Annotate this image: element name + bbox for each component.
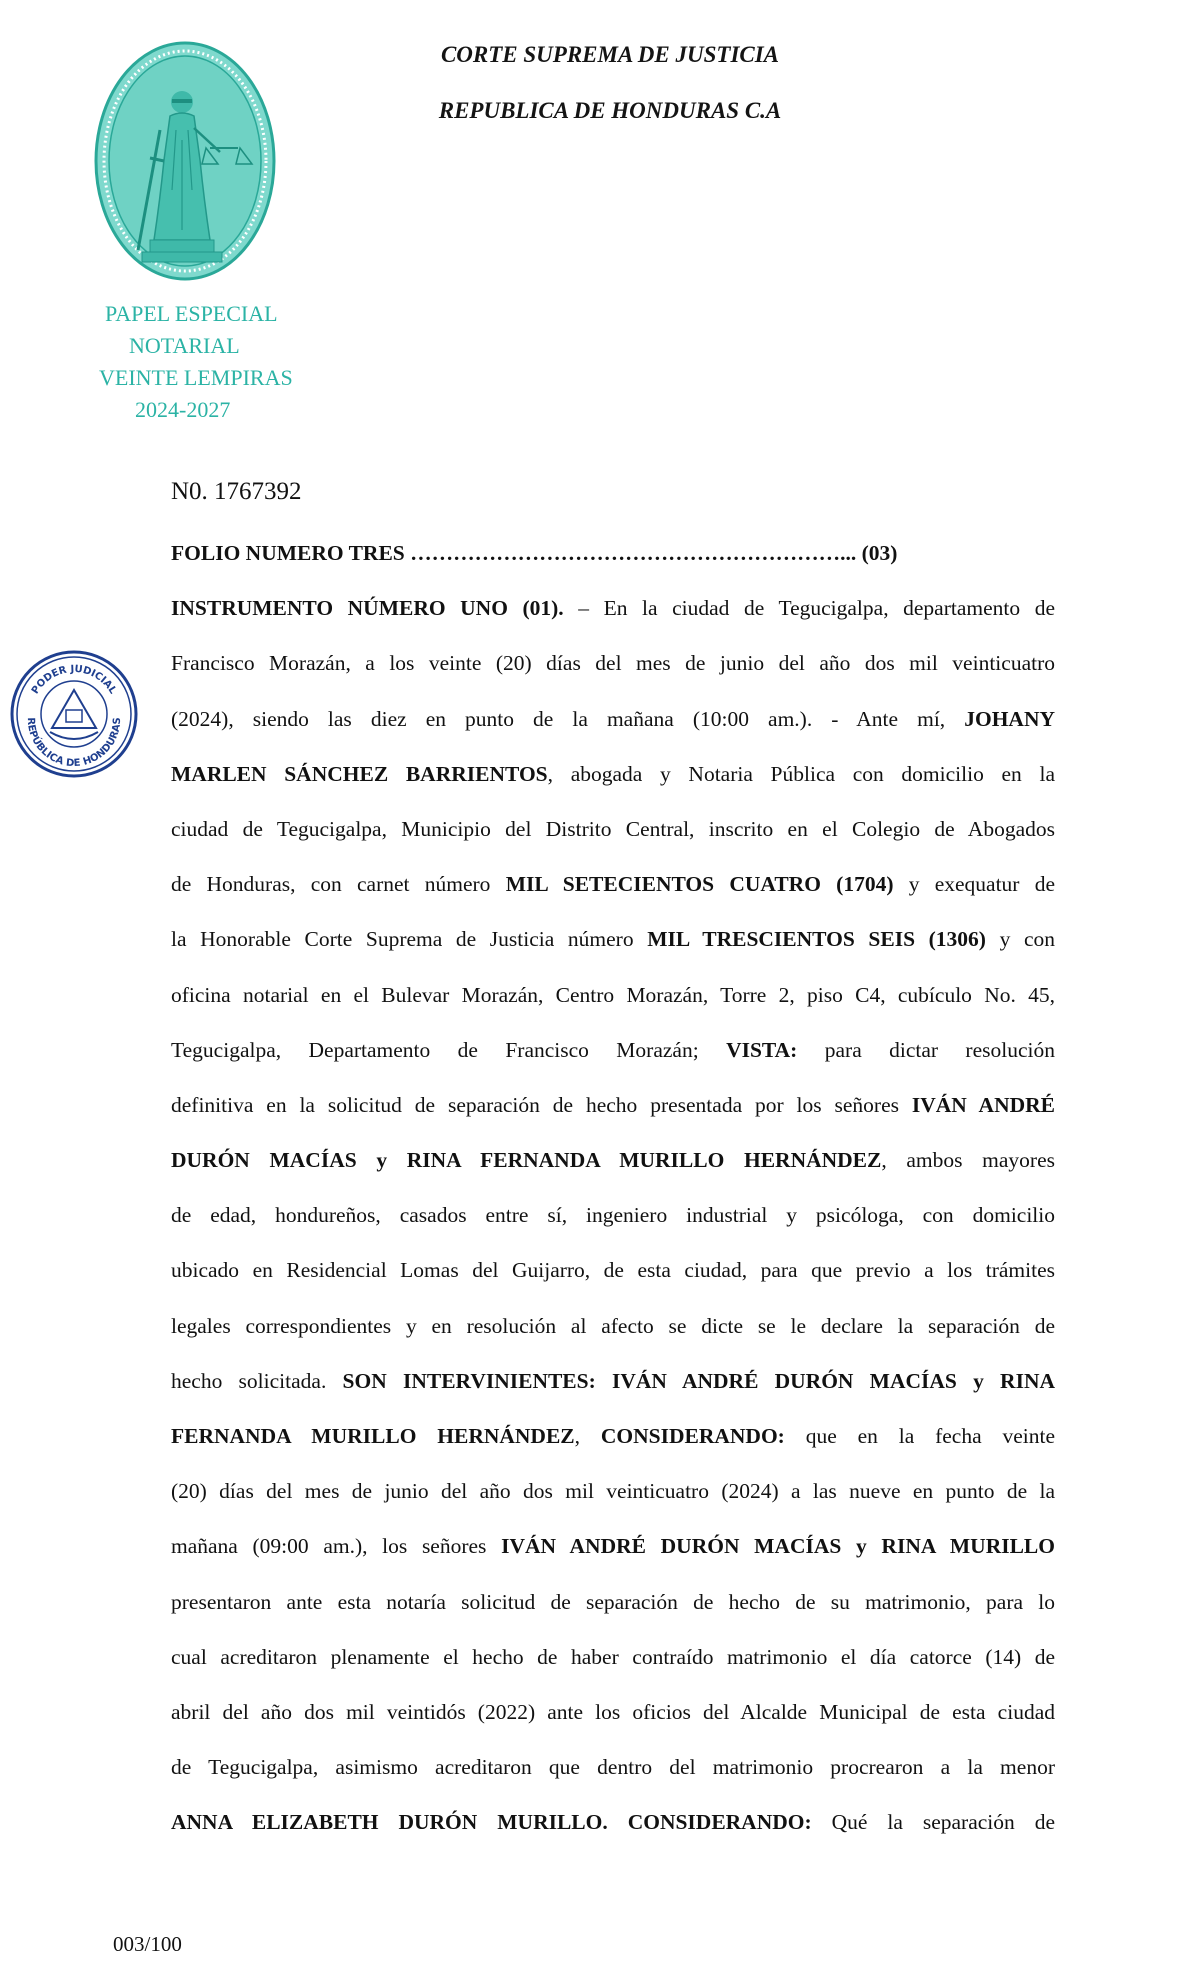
text-line (171, 1145, 1055, 1200)
text-line (171, 538, 1055, 593)
text-segment: Francisco Morazán, a los veinte (20) días del mes de junio del año dos mil veinticuatro (171, 651, 1055, 676)
text-segment: que en la fecha veinte (784, 1424, 1056, 1448)
text-segment: para dictar resolución (797, 1037, 1055, 1062)
text-line (171, 1366, 1055, 1421)
text-segment: definitiva en la solicitud de separación de hecho presentada por los señores (171, 1092, 912, 1117)
text-line (171, 648, 1055, 703)
poder-judicial-seal-icon (6, 646, 142, 782)
text-line (171, 1200, 1055, 1255)
text-segment: oficina notarial en el Bulevar Morazán, Centro Morazán, Torre 2, piso C4, cubículo No. 45, (171, 982, 1055, 1007)
text-segment: de edad, hondureños, casados entre sí, ingeniero industrial y psicóloga, con domicilio (171, 1203, 1055, 1228)
text-line (171, 814, 1055, 869)
text-segment: la Honorable Corte Suprema de Justicia número (171, 927, 648, 952)
seal-top-text: PODER JUDICIAL (29, 663, 119, 697)
text-line (171, 1090, 1055, 1145)
text-segment: legales correspondientes y en resolución al afecto se dicte se le declare la separación de (171, 1313, 1055, 1338)
bold-text-segment: INSTRUMENTO NÚMERO UNO (01). (171, 596, 564, 621)
text-segment: Qué la separación de (811, 1810, 1055, 1835)
bold-text-segment: SON INTERVINIENTES: IVÁN ANDRÉ DURÓN MACÍAS y RINA (342, 1368, 1056, 1393)
lady-justice-seal-image (92, 40, 278, 286)
text-line (171, 1531, 1055, 1586)
bold-text-segment: CONSIDERANDO: (600, 1424, 785, 1448)
text-segment: mañana (09:00 am.), los señores (171, 1534, 502, 1559)
text-segment: – En la ciudad de Tegucigalpa, departamento de (563, 596, 1055, 621)
text-line (171, 1587, 1055, 1642)
text-segment: , ambos mayores (881, 1148, 1055, 1173)
bold-text-segment: MIL SETECIENTOS CUATRO (1704) (505, 872, 894, 897)
text-segment: de Honduras, con carnet número (171, 872, 506, 897)
bold-text-segment: IVÁN ANDRÉ (911, 1092, 1055, 1117)
text-segment: y exequatur de (893, 872, 1055, 897)
text-line (171, 1476, 1055, 1531)
country-header: REPUBLICA DE HONDURAS C.A (438, 98, 782, 123)
paper-stamp-line-1: PAPEL ESPECIAL (105, 301, 278, 326)
text-line (171, 1421, 1055, 1476)
bold-text-segment: MIL TRESCIENTOS SEIS (1306) (647, 927, 986, 952)
bold-text-segment: IVÁN ANDRÉ DURÓN MACÍAS y RINA MURILLO (501, 1534, 1055, 1559)
text-line (171, 1311, 1055, 1366)
text-segment: ciudad de Tegucigalpa, Municipio del Distrito Central, inscrito en el Colegio de Abogados (171, 816, 1055, 841)
instrument-body (171, 538, 1055, 1863)
text-segment: , (574, 1424, 601, 1448)
court-name-header: CORTE SUPREMA DE JUSTICIA (440, 42, 780, 67)
text-segment: ubicado en Residencial Lomas del Guijarro, de esta ciudad, para que previo a los trámites (171, 1258, 1055, 1283)
text-segment: (20) días del mes de junio del año dos mil veinticuatro (2024) a las nueve en punto de la (171, 1479, 1055, 1504)
text-segment: , abogada y Notaria Pública con domicilio en la (547, 761, 1056, 786)
bold-text-segment: DURÓN MACÍAS y RINA FERNANDA MURILLO HERNÁNDEZ (171, 1148, 882, 1173)
text-line (171, 924, 1055, 979)
text-segment: cual acreditaron plenamente el hecho de haber contraído matrimonio el día catorce (14) de (171, 1644, 1055, 1669)
text-line (171, 869, 1055, 924)
seal-bottom-text: REPÚBLICA DE HONDURAS (24, 717, 124, 770)
text-segment: Tegucigalpa, Departamento de Francisco Morazán; (171, 1037, 727, 1062)
bold-text-segment: ANNA ELIZABETH DURÓN MURILLO. CONSIDERANDO: (171, 1810, 812, 1835)
text-line (171, 1035, 1055, 1090)
text-line (171, 1807, 1055, 1862)
page-number: 003/100 (113, 1932, 182, 1956)
text-line (171, 1752, 1055, 1807)
bold-text-segment: JOHANY (964, 706, 1055, 731)
text-segment: y con (985, 927, 1055, 952)
bold-text-segment: MARLEN SÁNCHEZ BARRIENTOS (171, 761, 548, 786)
bold-text-segment: VISTA: (726, 1037, 798, 1062)
svg-text:REPÚBLICA DE HONDURAS (25, 717, 123, 769)
bold-text-segment: FERNANDA MURILLO HERNÁNDEZ (171, 1424, 575, 1448)
bold-text-segment: FOLIO NUMERO TRES ……………………………………………………... (03) (171, 541, 898, 565)
paper-stamp-line-2: NOTARIAL (129, 333, 240, 358)
text-line (171, 1255, 1055, 1310)
paper-stamp-line-3: VEINTE LEMPIRAS (99, 365, 293, 390)
text-segment: abril del año dos mil veintidós (2022) ante los oficios del Alcalde Municipal de esta ciudad (171, 1699, 1055, 1724)
text-line (171, 1642, 1055, 1697)
text-segment: (2024), siendo las diez en punto de la mañana (10:00 am.). - Ante mí, (171, 706, 965, 731)
paper-stamp-line-4: 2024-2027 (135, 397, 231, 422)
text-line (171, 1697, 1055, 1752)
text-segment: presentaron ante esta notaría solicitud de separación de hecho de su matrimonio, para lo (171, 1589, 1055, 1614)
text-line (171, 759, 1055, 814)
text-line (171, 593, 1055, 648)
text-segment: de Tegucigalpa, asimismo acreditaron que dentro del matrimonio procrearon a la menor (171, 1755, 1055, 1780)
text-line (171, 704, 1055, 759)
text-line (171, 980, 1055, 1035)
text-segment: hecho solicitada. (171, 1368, 343, 1393)
document-number: N0. 1767392 (171, 478, 302, 505)
